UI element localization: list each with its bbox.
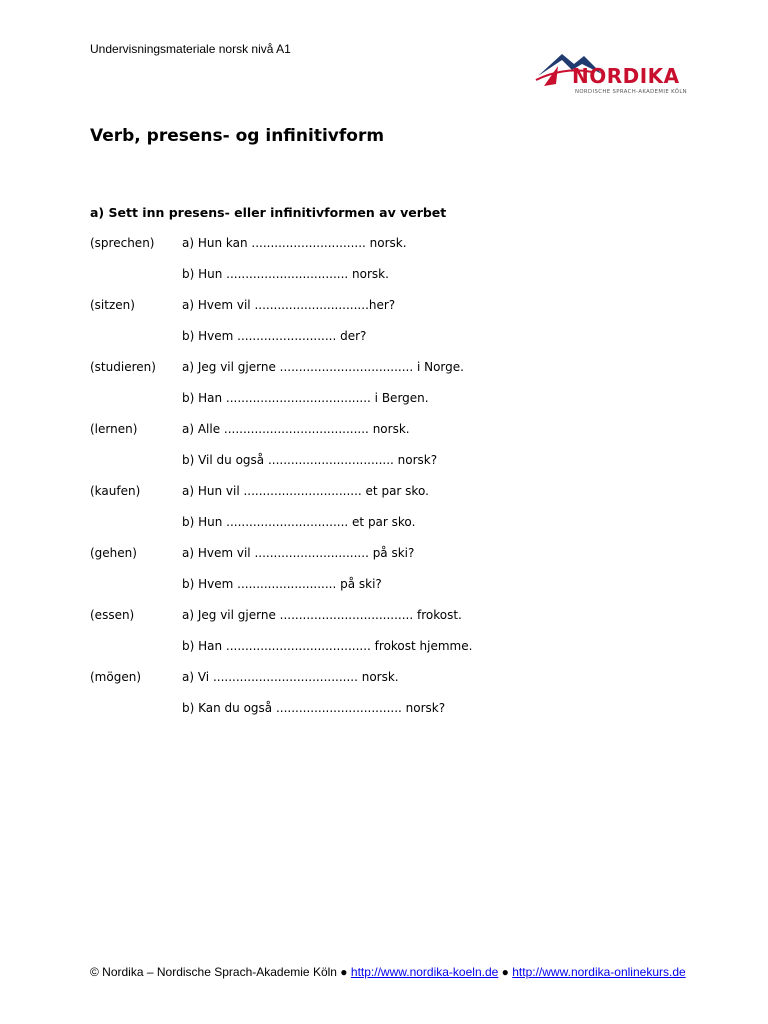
sentence-b: b) Han ...................................... i Bergen. <box>182 391 429 405</box>
sentence-a: a) Vi ...................................... norsk. <box>182 670 399 684</box>
footer-link-onlinekurs[interactable]: http://www.nordika-onlinekurs.de <box>512 965 686 979</box>
sentence-b: b) Vil du også ................................. norsk? <box>182 453 438 467</box>
verb-label: (gehen) <box>90 546 137 560</box>
sentence-a: a) Hun vil ............................... et par sko. <box>182 484 429 498</box>
exercise-row <box>90 515 690 546</box>
sentence-b: b) Hvem .......................... på ski? <box>182 577 382 591</box>
verb-label: (essen) <box>90 608 135 622</box>
exercise-row <box>90 577 690 608</box>
nordika-logo <box>532 46 688 102</box>
verb-label: (kaufen) <box>90 484 141 498</box>
footer-link-koeln[interactable]: http://www.nordika-koeln.de <box>350 965 499 979</box>
sentence-b: b) Hun ................................ et par sko. <box>182 515 416 529</box>
sentence-b: b) Hun ................................ norsk. <box>182 267 389 281</box>
page-title: Verb, presens- og infinitivform <box>90 126 385 146</box>
exercise-row <box>90 701 690 732</box>
exercise-row <box>90 236 690 267</box>
exercise-row <box>90 608 690 639</box>
sentence-a: a) Hvem vil .............................. på ski? <box>182 546 415 560</box>
verb-label: (mögen) <box>90 670 141 684</box>
sentence-a: a) Hvem vil ..............................her? <box>182 298 396 312</box>
exercise-row <box>90 267 690 298</box>
logo-wordmark: NORDIKA <box>572 64 680 88</box>
footer-copyright: © Nordika – Nordische Sprach-Akademie Köln ● <box>90 965 348 979</box>
footer-separator: ● <box>501 965 509 979</box>
footer <box>90 965 686 979</box>
exercise-row <box>90 484 690 515</box>
sentence-a: a) Hun kan .............................. norsk. <box>182 236 407 250</box>
exercise-row <box>90 298 690 329</box>
header-text: Undervisningsmateriale norsk nivå A1 <box>90 42 291 56</box>
task-heading: a) Sett inn presens- eller infinitivformen av verbet <box>90 205 447 220</box>
verb-label: (studieren) <box>90 360 156 374</box>
sentence-a: a) Jeg vil gjerne ................................... i Norge. <box>182 360 464 374</box>
exercise-row <box>90 391 690 422</box>
sentence-b: b) Hvem .......................... der? <box>182 329 367 343</box>
exercise-row <box>90 546 690 577</box>
exercise-row <box>90 360 690 391</box>
verb-label: (lernen) <box>90 422 138 436</box>
verb-label: (sitzen) <box>90 298 135 312</box>
exercise-row <box>90 639 690 670</box>
exercise-list <box>90 236 690 732</box>
verb-label: (sprechen) <box>90 236 155 250</box>
exercise-row <box>90 453 690 484</box>
logo-subtitle: NORDISCHE SPRACH-AKADEMIE KÖLN <box>575 89 688 95</box>
sentence-b: b) Han ...................................... frokost hjemme. <box>182 639 473 653</box>
exercise-row <box>90 422 690 453</box>
exercise-row <box>90 329 690 360</box>
exercise-row <box>90 670 690 701</box>
sentence-a: a) Jeg vil gjerne ................................... frokost. <box>182 608 462 622</box>
sentence-b: b) Kan du også ................................. norsk? <box>182 701 446 715</box>
sentence-a: a) Alle ...................................... norsk. <box>182 422 410 436</box>
